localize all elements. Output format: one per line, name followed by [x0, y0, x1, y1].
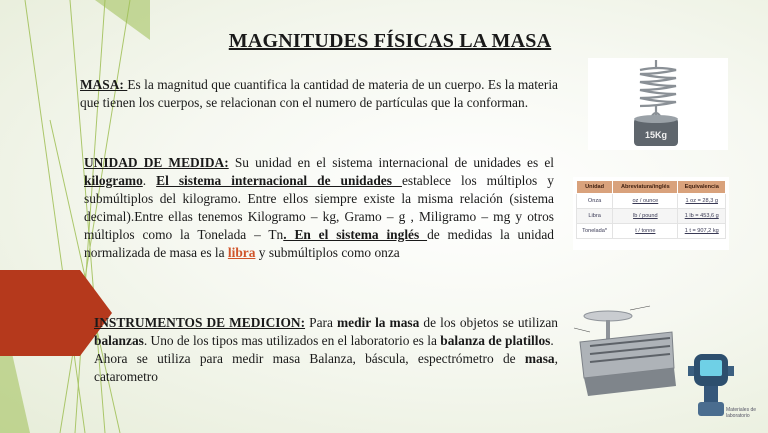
balanzas-text: balanzas — [94, 333, 144, 348]
units-table-image — [573, 177, 729, 250]
unidad-text-5: y submúltiplos como onza — [255, 245, 400, 260]
slide-title: MAGNITUDES FÍSICAS LA MASA — [228, 30, 552, 52]
instr-text-6: , catarometro — [94, 351, 558, 384]
table-cell: 1 lb = 453,6 g — [678, 209, 726, 224]
unidad-label: UNIDAD DE MEDIDA: — [84, 155, 229, 170]
instr-text-3: . Uno de los tipos mas utilizados en el laboratorio es la — [143, 333, 441, 348]
table-header-abreviatura: Abreviatura/inglés — [613, 181, 678, 194]
spring-weight-icon — [588, 58, 728, 150]
libra-link[interactable]: libra — [227, 245, 256, 260]
table-header-equivalencia: Equivalencia — [678, 181, 726, 194]
unidad-text-4: de medidas la unidad normalizada de masa es la — [84, 227, 554, 260]
lab-logo — [726, 407, 766, 421]
table-cell: 1 oz = 28,3 g — [678, 194, 726, 209]
medir-masa-text: medir la masa — [337, 315, 420, 330]
triple-beam-balance-image — [570, 298, 680, 402]
table-cell: oz / ounce — [613, 194, 678, 209]
units-table — [576, 180, 726, 239]
table-row — [577, 209, 726, 224]
table-cell: Tonelada* — [577, 224, 613, 239]
table-cell: lb / pound — [613, 209, 678, 224]
si-text: El sistema internacional de unidades — [156, 173, 402, 188]
lab-logo-line-1: Materiales de — [726, 407, 757, 413]
table-cell: Onza — [577, 194, 613, 209]
table-cell: t / tonne — [613, 224, 678, 239]
spring-weight-image — [588, 58, 728, 150]
masa-bold-text: masa — [524, 351, 555, 366]
kilogramo-text: kilogramo — [84, 173, 143, 188]
table-header-unidad: Unidad — [577, 181, 613, 194]
unidad-text-1: Su unidad en el sistema internacional de unidades es el — [228, 155, 554, 170]
table-row — [577, 194, 726, 209]
masa-paragraph — [80, 76, 558, 112]
platillos-text: balanza de platillos — [440, 333, 551, 348]
unidad-text-2: . — [142, 173, 157, 188]
lab-logo-line-2: laboratorio — [726, 413, 750, 419]
instr-text-2: de los objetos se utilizan — [419, 315, 558, 330]
table-cell: Libra — [577, 209, 613, 224]
masa-text: Es la magnitud que cuantifica la cantidad de materia de un cuerpo. Es la materia que tienen los cuerpos, se relacionan con el numero de partículas que la conforman. — [80, 77, 559, 110]
instr-text-5: Ahora se utiliza para medir masa Balanza, báscula, espectrómetro de — [94, 351, 525, 366]
balance-icon — [570, 298, 680, 402]
unidad-text-3: establece los múltiplos y submúltiplos del kilogramo. Entre ellos siempre existe la misma relación (sistema decimal).Entre ellas tenemos Kilogramo – kg, Gramo – g , Miligramo – mg y otros múltiplos como la Tonelada – Tn — [84, 173, 554, 242]
instr-text-4: . — [550, 333, 554, 348]
unidad-paragraph — [84, 154, 554, 262]
ingles-text: . En el sistema inglés — [283, 227, 428, 242]
weight-label: 15Kg — [644, 130, 668, 140]
instrumentos-paragraph — [94, 314, 558, 386]
masa-label: MASA: — [80, 77, 128, 92]
table-row — [577, 224, 726, 239]
instr-text-1: Para — [305, 315, 338, 330]
instrumentos-label: INSTRUMENTOS DE MEDICION: — [94, 315, 306, 330]
table-cell: 1 t = 907,2 kg — [678, 224, 726, 239]
